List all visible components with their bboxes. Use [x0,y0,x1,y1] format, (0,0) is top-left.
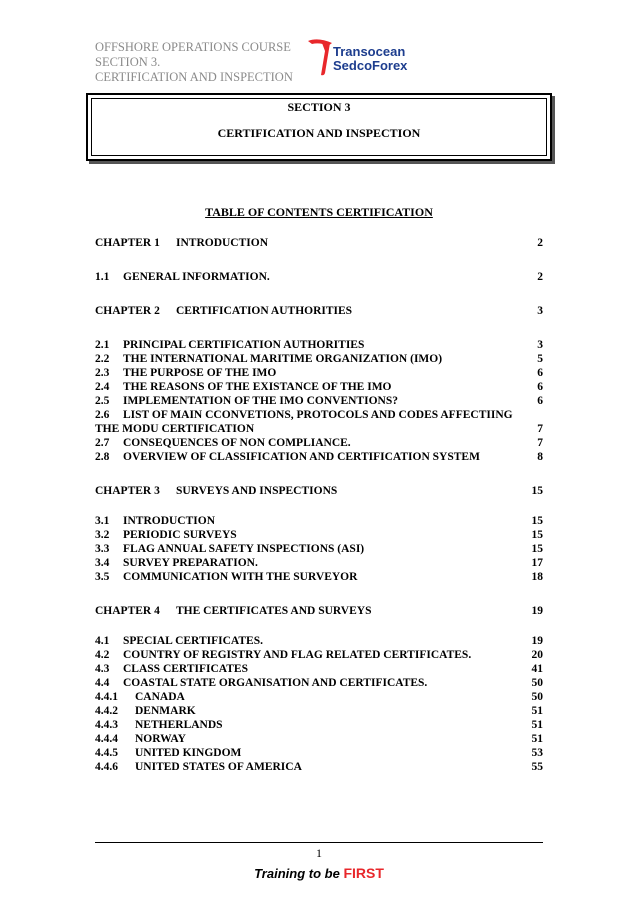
toc-entry-number: 3.5 [95,571,110,583]
toc-entry-page: 41 [531,663,543,675]
toc-entry-number: 4.3 [95,663,110,675]
toc-entry-row [95,634,543,648]
footer-divider [95,842,543,843]
toc-entry-number: 4.4.5 [95,747,118,759]
toc-entry-number: 3.4 [95,557,110,569]
toc-entry-title: LIST OF MAIN CCONVETIONS, PROTOCOLS AND CODES AFFECTIING [123,409,513,421]
section-title-box [86,93,552,161]
section-title: SECTION 3 [287,100,351,114]
toc-entry-title: CONSEQUENCES OF NON COMPLIANCE. [123,437,351,449]
toc-entry-page: 15 [531,485,543,497]
toc-entry-page: 51 [531,705,543,717]
toc-entry-title: NETHERLANDS [135,719,223,731]
toc-entry-title: UNITED KINGDOM [135,747,242,759]
toc-entry-number: CHAPTER 4 [95,605,160,617]
toc-entry-page: 19 [531,605,543,617]
footer-tagline: Training to be FIRST [254,865,384,881]
toc-entry-number: CHAPTER 1 [95,237,160,249]
toc-entry-title: THE CERTIFICATES AND SURVEYS [176,605,372,617]
toc-entry-number: 2.1 [95,339,110,351]
toc-entry-page: 50 [531,691,543,703]
toc-entry-number: 4.1 [95,635,110,647]
toc-entry-page: 19 [531,635,543,647]
toc-entry-title: NORWAY [135,733,186,745]
toc-entry-title: THE REASONS OF THE EXISTANCE OF THE IMO [123,381,392,393]
toc-entry-row [95,704,543,718]
toc-entry-page: 7 [537,437,543,449]
toc-entry-number: 2.4 [95,381,110,393]
toc-entry-row [95,338,543,352]
toc-entry-title: INTRODUCTION [123,515,216,527]
toc-entry-page: 6 [537,367,543,379]
toc-entry-title: THE INTERNATIONAL MARITIME ORGANIZATION (IMO) [123,353,443,365]
toc-entry-page: 15 [531,543,543,555]
toc-entry-row [95,690,543,704]
toc-entry-number: 2.6 [95,409,110,421]
toc-entry-page: 2 [537,271,543,283]
toc-entry-page: 3 [537,305,543,317]
toc-entry-number: 3.2 [95,529,110,541]
toc-entry-row [95,732,543,746]
toc-entry-title: PERIODIC SURVEYS [123,529,237,541]
toc-entry-row [95,380,543,394]
toc-entry-number: 2.2 [95,353,110,365]
logo-text-transocean: Transocean [333,44,406,59]
toc-entry-number: 3.1 [95,515,110,527]
toc-entry-title: THE MODU CERTIFICATION [95,423,255,435]
toc-entry-title: COMMUNICATION WITH THE SURVEYOR [123,571,358,583]
toc-entry-row [95,394,543,408]
section-subtitle: CERTIFICATION AND INSPECTION [217,126,421,140]
toc-entry-page: 20 [531,649,543,661]
toc-entry-page: 50 [531,677,543,689]
toc-entry-page: 6 [537,395,543,407]
toc-title: TABLE OF CONTENTS CERTIFICATION [205,205,433,219]
toc-entry-title: SURVEY PREPARATION. [123,557,258,569]
toc-entry-number: 4.4.2 [95,705,118,717]
toc-entry-number: CHAPTER 3 [95,485,160,497]
toc-entry-row [95,662,543,676]
toc-entry-page: 51 [531,719,543,731]
toc-chapter-row [95,604,543,618]
toc-entry-row [95,408,543,422]
toc-entry-row [95,718,543,732]
toc-entry-title: DENMARK [135,705,196,717]
toc-entry-page: 7 [537,423,543,435]
toc-entry-number: 4.4.1 [95,691,118,703]
toc-entry-number: 4.4.6 [95,761,118,773]
toc-entry-title: FLAG ANNUAL SAFETY INSPECTIONS (ASI) [123,543,365,555]
toc-entry-number: 4.2 [95,649,110,661]
toc-entry-number: 4.4.3 [95,719,118,731]
toc-entry-row [95,366,543,380]
toc-entry-number: 2.3 [95,367,110,379]
toc-entry-number: 4.4 [95,677,110,689]
toc-entry-page: 3 [537,339,543,351]
logo-text-sedcoforex: SedcoForex [333,58,408,73]
toc-chapter-row [95,236,543,250]
toc-entry-row [95,648,543,662]
toc-entry-title: SPECIAL CERTIFICATES. [123,635,263,647]
toc-entry-row [95,676,543,690]
toc-entry-page: 17 [531,557,543,569]
toc-entry-number: 2.5 [95,395,110,407]
toc-entry-title: OVERVIEW OF CLASSIFICATION AND CERTIFICATION SYSTEM [123,451,480,463]
toc-entry-number: 1.1 [95,271,110,283]
toc-entry-row [95,436,543,450]
toc-entry-title: CANADA [135,691,185,703]
toc-entry-number: 2.7 [95,437,110,449]
toc-entry-title: CLASS CERTIFICATES [123,663,248,675]
header-section-number: SECTION 3. [95,55,161,69]
toc-entry-page: 51 [531,733,543,745]
toc-entry-number: 2.8 [95,451,110,463]
toc-entry-title: THE PURPOSE OF THE IMO [123,367,277,379]
toc-entry-number: CHAPTER 2 [95,305,160,317]
toc-entry-page: 8 [537,451,543,463]
page-number: 1 [316,846,322,860]
toc-entry-page: 53 [531,747,543,759]
toc-entry-row [95,422,543,436]
toc-entry-row [95,760,543,774]
toc-entry-title: SURVEYS AND INSPECTIONS [176,485,338,497]
header-section-title: CERTIFICATION AND INSPECTION [95,70,293,84]
toc-entry-number: 3.3 [95,543,110,555]
toc-entry-title: CERTIFICATION AUTHORITIES [176,305,353,317]
toc-entry-page: 55 [531,761,543,773]
tagline-emphasis: FIRST [343,865,384,881]
toc-entry-title: IMPLEMENTATION OF THE IMO CONVENTIONS? [123,395,398,407]
toc-entry-page: 6 [537,381,543,393]
toc-entry-row [95,542,543,556]
toc-chapter-row [95,484,543,498]
toc-entry-page: 2 [537,237,543,249]
toc-entry-title: PRINCIPAL CERTIFICATION AUTHORITIES [123,339,365,351]
toc-entry-row [95,570,543,584]
header-course-title: OFFSHORE OPERATIONS COURSE [95,40,291,54]
toc-entry-page: 18 [531,571,543,583]
toc-entry-title: UNITED STATES OF AMERICA [135,761,302,773]
toc-entry-row [95,528,543,542]
toc-entry-row [95,556,543,570]
toc-entry-row [95,352,543,366]
toc-entry-row [95,270,543,284]
toc-entry-title: GENERAL INFORMATION. [123,271,270,283]
toc-entry-title: COASTAL STATE ORGANISATION AND CERTIFICATES. [123,677,428,689]
toc-entry-row [95,746,543,760]
toc-entry-title: COUNTRY OF REGISTRY AND FLAG RELATED CERTIFICATES. [123,649,472,661]
toc-entry-number: 4.4.4 [95,733,118,745]
toc-entry-row [95,514,543,528]
toc-entry-row [95,450,543,464]
toc-entry-page: 15 [531,529,543,541]
toc-entry-page: 5 [537,353,543,365]
toc-entry-title: INTRODUCTION [176,237,269,249]
toc-chapter-row [95,304,543,318]
toc-entry-page: 15 [531,515,543,527]
